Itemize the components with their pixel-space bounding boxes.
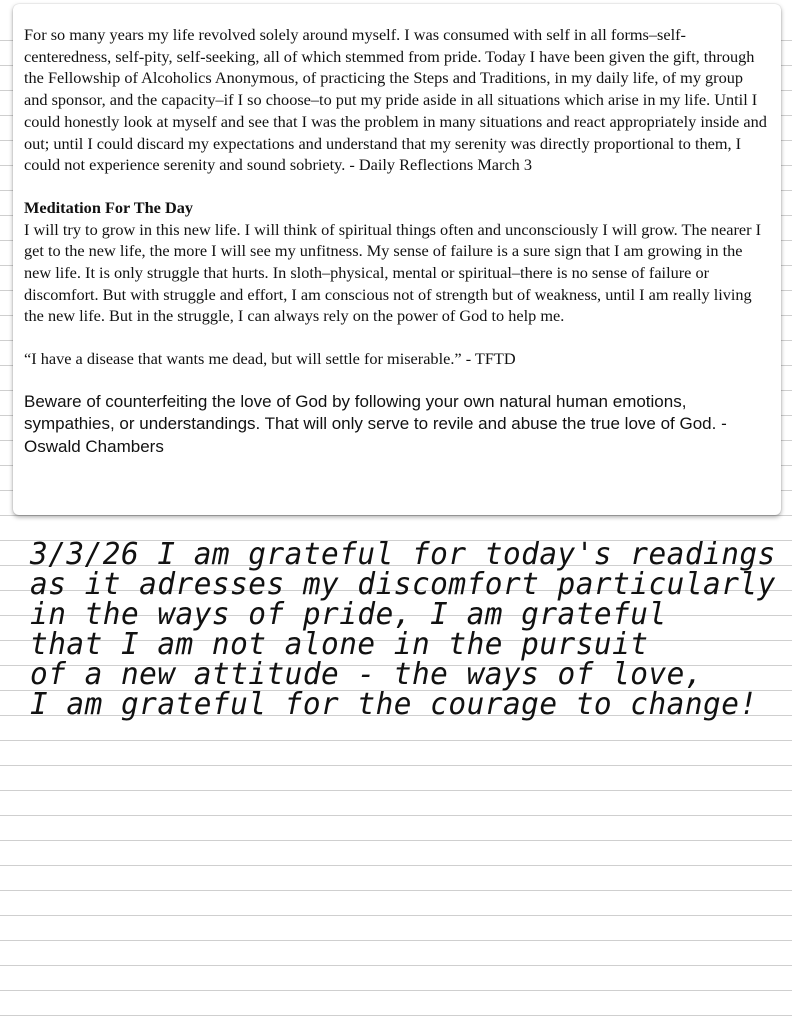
paragraph-spacer bbox=[24, 370, 769, 391]
daily-reflection-paragraph: For so many years my life revolved solely around myself. I was consumed with self in all forms–self-centeredness, self-pity, self-seeking, all of which stemmed from pride. Today I have been given the gift, through the Fellowship of Alcoholics Anonymous, of practicing the Steps and Traditions, in my daily life, of my group and sponsor, and the capacity–if I so choose–to put my pride aside in all situations which arise in my life. Until I could honestly look at myself and see that I was the problem in many situations and react appropriately inside and out; until I could discard my expectations and understand that my serenity was directly proportional to them, I could not experience serenity and sound sobriety. - Daily Reflections March 3 bbox=[24, 25, 767, 175]
tftd-quote: “I have a disease that wants me dead, but will settle for miserable.” - TFTD bbox=[24, 349, 516, 369]
paragraph-spacer bbox=[24, 176, 769, 197]
daily-readings-card bbox=[13, 4, 781, 515]
meditation-paragraph: I will try to grow in this new life. I will think of spiritual things often and unconsciously I will grow. The nearer I get to the new life, the more I will see my unfitness. My sense of failure is a sure sign that I am growing in the new life. It is only struggle that hurts. In sloth–physical, mental or spiritual–there is no sense of failure or discomfort. But with struggle and effort, I am conscious not of strength but of weakness, until I am really living the new life. But in the struggle, I can always rely on the power of God to help me. bbox=[24, 219, 762, 326]
journal-line: of a new attitude - the ways of love, bbox=[30, 657, 704, 692]
oswald-chambers-quote: Beware of counterfeiting the love of God by following your own natural human emotions, sympathies, or understandings. That will only serve to revile and abuse the true love of God. - Oswald Chambers bbox=[24, 391, 727, 456]
paragraph-spacer bbox=[24, 327, 769, 348]
journal-line: in the ways of pride, I am grateful bbox=[30, 597, 667, 632]
meditation-title: Meditation For The Day bbox=[24, 197, 193, 217]
handwritten-journal-entry bbox=[30, 537, 780, 722]
journal-line: I am grateful for the courage to change! bbox=[30, 687, 758, 722]
journal-line: as it adresses my discomfort particularly bbox=[30, 567, 776, 602]
journal-line: 3/3/26 I am grateful for today's readings bbox=[30, 537, 776, 572]
journal-line: that I am not alone in the pursuit bbox=[30, 627, 649, 662]
